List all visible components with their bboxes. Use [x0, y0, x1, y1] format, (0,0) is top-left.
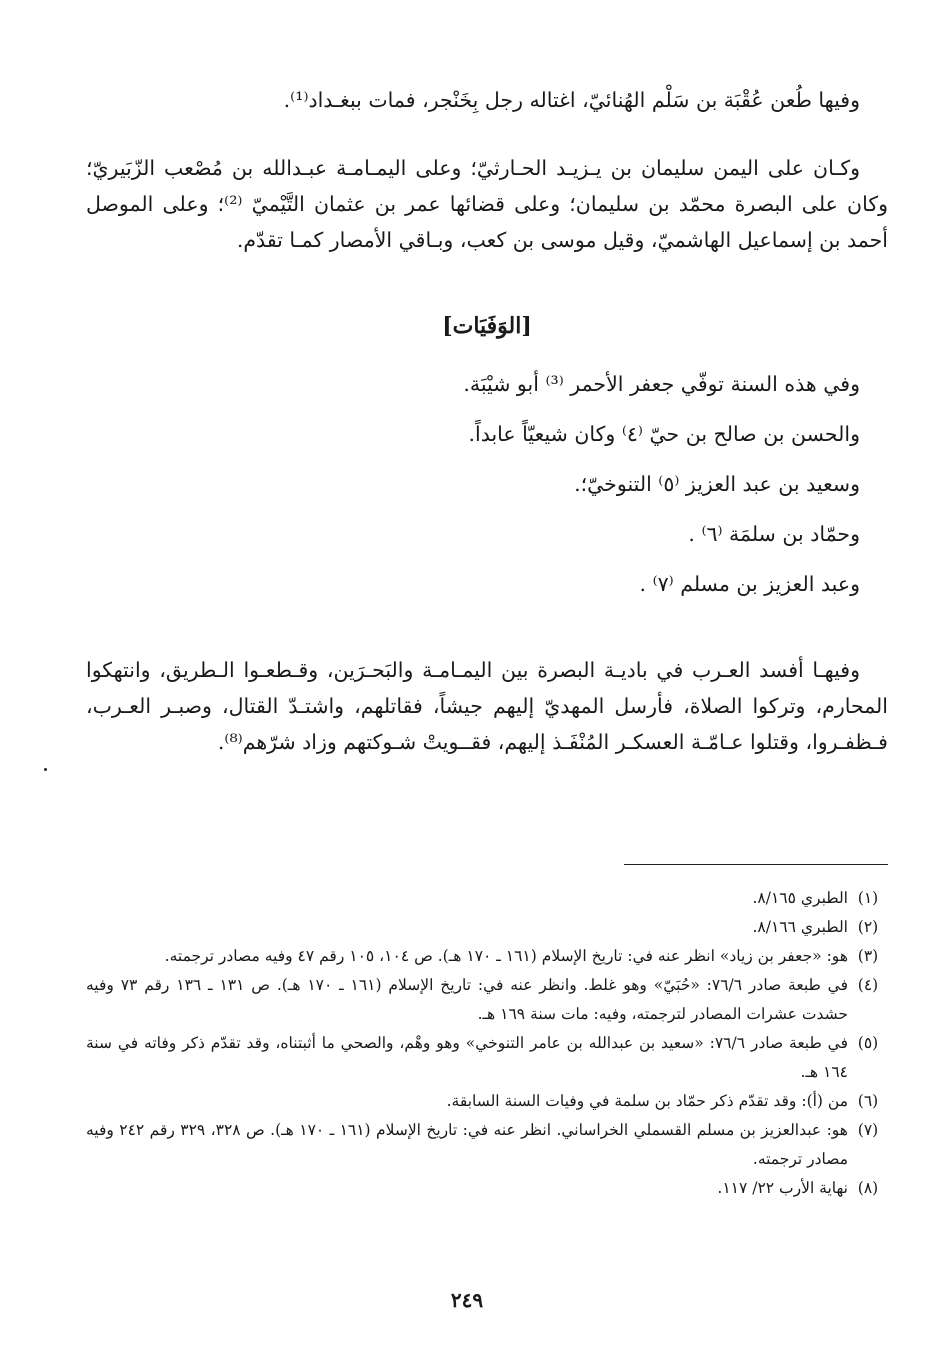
footnote-text: في طبعة صادر ٧٦/٦: «حُبَيّ» وهو غلط. وانظر عنه في: تاريخ الإسلام (١٦١ ـ ١٧٠ هـ). ص ١٣١ ـ ١٣٦ رقم ٧٣ وفيه حشدت عشرات المصادر لترجمته، وفيه: مات سنة ١٦٩ هـ. — [86, 976, 848, 1023]
footnote-text: هو: عبدالعزيز بن مسلم القسملي الخراساني. انظر عنه في: تاريخ الإسلام (١٦١ ـ ١٧٠ هـ). ص ٣٢٨، ٣٢٩ رقم ٢٤٢ وفيه مصادر ترجمته. — [86, 1121, 848, 1168]
body-paragraph-3 — [86, 652, 888, 760]
footnote — [86, 884, 888, 913]
footnote-number: (٤) — [857, 976, 879, 994]
footnotes — [86, 884, 888, 1203]
footnote — [86, 971, 888, 1029]
footnote-text: من (أ): وقد تقدّم ذكر حمّاد بن سلمة في وفيات السنة السابقة. — [446, 1092, 848, 1110]
footnote-separator — [624, 864, 888, 865]
death-entry: وسعيد بن عبد العزيز ⁽٥⁾ التنوخيّ؛. — [574, 472, 860, 496]
footnote — [86, 1174, 888, 1203]
footnote-number: (٣) — [857, 947, 879, 965]
footnote-text: الطبري ٨/١٦٥. — [752, 889, 848, 907]
footnote-text: هو: «جعفر بن زياد» انظر عنه في: تاريخ الإسلام (١٦١ ـ ١٧٠ هـ). ص ١٠٤، ١٠٥ رقم ٤٧ وفيه مصادر ترجمته. — [164, 947, 848, 965]
footnote — [86, 913, 888, 942]
footnote — [86, 1087, 888, 1116]
footnote-number: (١) — [857, 889, 879, 907]
page-number: ٢٤٩ — [450, 1288, 484, 1312]
footnote — [86, 1116, 888, 1174]
footnote-text: الطبري ٨/١٦٦. — [752, 918, 848, 936]
footnote-text: نهاية الأرب ٢٢/ ١١٧. — [717, 1179, 848, 1197]
margin-dot — [44, 768, 47, 771]
footnote-number: (٦) — [857, 1092, 879, 1110]
footnote-number: (٧) — [857, 1121, 879, 1139]
death-entry: وفي هذه السنة توفّي جعفر الأحمر ⁽³⁾ أبو شيْبَة. — [463, 372, 860, 396]
body-paragraph-2 — [86, 150, 888, 258]
footnote — [86, 1029, 888, 1087]
footnote-number: (٥) — [857, 1034, 879, 1052]
footnote-number: (٢) — [857, 918, 879, 936]
paragraph-text: وفيهـا أفسد العـرب في باديـة البصرة بين اليمـامـة والبَحـرَين، وقـطعـوا الـطريق، وانتهكوا المحارم، وتركوا الصلاة، فأرسل المهديّ إليهم جيشاً، فقاتلهم، واشتـدّ القتال، وصبـر العـرب، فـظفـروا، وقتلوا عـامّـة العسكـر المُنْفَـذ إليهم، فقــويتْ شـوكتهم وزاد شرّهم⁽⁸⁾. — [86, 658, 888, 754]
paragraph-text: وكـان على اليمن سليمان بن يـزيـد الحـارثيّ؛ وعلى اليمـامـة عبـدالله بن مُصْعب الزّبَيريّ؛ وكان على البصرة محمّد بن سليمان؛ وعلى قضائها عمر بن عثمان التَّيْميّ ⁽²⁾؛ وعلى الموصل أحمد بن إسماعيل الهاشميّ، وقيل موسى بن كعب، وبـاقي الأمصار كمـا تقدّم. — [86, 156, 889, 252]
death-entry: وحمّاد بن سلمَة ⁽٦⁾ . — [688, 522, 860, 546]
footnote-text: في طبعة صادر ٧٦/٦: «سعيد بن عبدالله بن عامر التنوخي» وهو وهْم، والصحي ما أثبتناه، وقد تقدّم ذكر وفاته في سنة ١٦٤ هـ. — [86, 1034, 848, 1081]
death-entry: والحسن بن صالح بن حيّ ⁽٤⁾ وكان شيعيّاً عابداً. — [468, 422, 860, 446]
body-paragraph-1 — [86, 82, 888, 118]
footnote — [86, 942, 888, 971]
section-heading: [الوَفَيَات] — [442, 313, 532, 339]
footnote-number: (٨) — [857, 1179, 879, 1197]
death-entry: وعبد العزيز بن مسلم ⁽٧⁾ . — [639, 572, 860, 596]
deaths-list — [86, 364, 888, 614]
paragraph-text: وفيها طُعن عُقْبَة بن سَلْم الهُنائيّ، اغتاله رجل بِخَنْجر، فمات ببغـداد⁽¹⁾. — [283, 88, 860, 112]
